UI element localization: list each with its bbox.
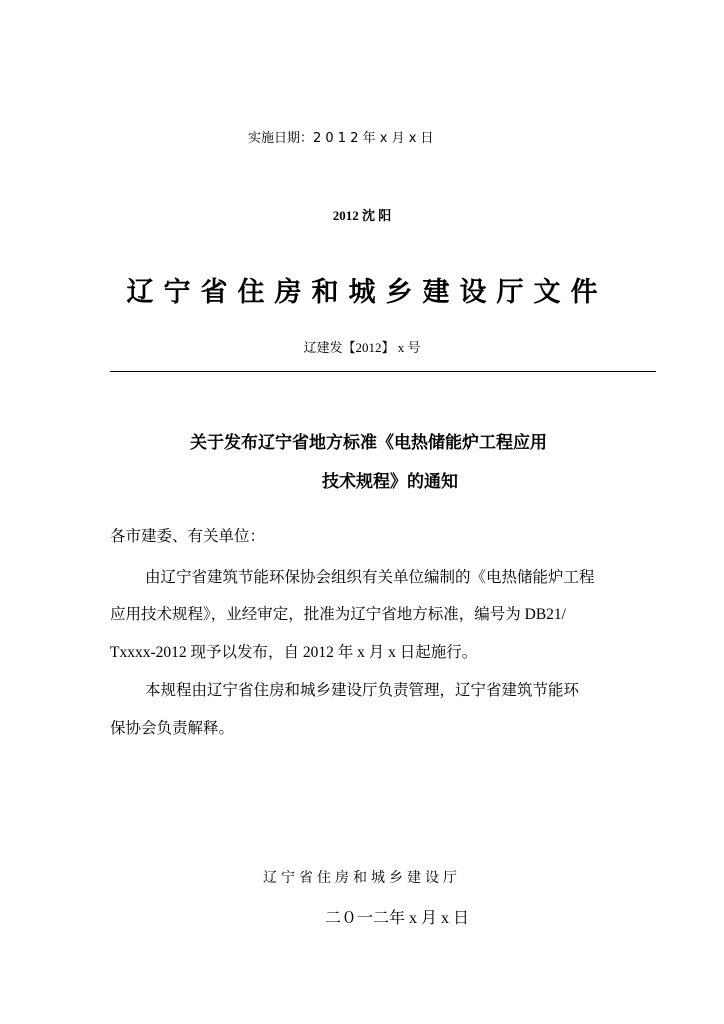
document-number: 辽建发【2012】 x 号 [303, 340, 421, 355]
notice-title-line-1: 关于发布辽宁省地方标准《电热储能炉工程应用 [190, 433, 547, 453]
paragraph-1-line-1: 由辽宁省建筑节能环保协会组织有关单位编制的《电热储能炉工程 [145, 569, 595, 586]
year-city-line: 2012 沈 阳 [332, 208, 392, 223]
issuing-org-title: 辽宁省住房和城乡建设厅文件 [126, 277, 608, 308]
notice-title-line-2: 技术规程》的通知 [322, 472, 458, 492]
header-divider [110, 371, 656, 372]
paragraph-2-line-1: 本规程由辽宁省住房和城乡建设厅负责管理，辽宁省建筑节能环 [145, 682, 580, 699]
paragraph-2-line-2: 保协会负责解释。 [110, 720, 235, 737]
signature-date: 二０一二年 x 月 x 日 [325, 910, 470, 927]
paragraph-1-line-2: 应用技术规程》，业经审定，批准为辽宁省地方标准，编号为 DB21/ [110, 606, 566, 623]
addressee: 各市建委、有关单位： [110, 527, 266, 545]
paragraph-1-line-3: Txxxx-2012 现予以发布，自 2012 年 x 月 x 日起施行。 [110, 644, 478, 661]
implementation-date: 实施日期：2 0 1 2 年 x 月 x 日 [248, 131, 434, 146]
signature-org: 辽宁省住房和城乡建设厅 [263, 870, 461, 886]
